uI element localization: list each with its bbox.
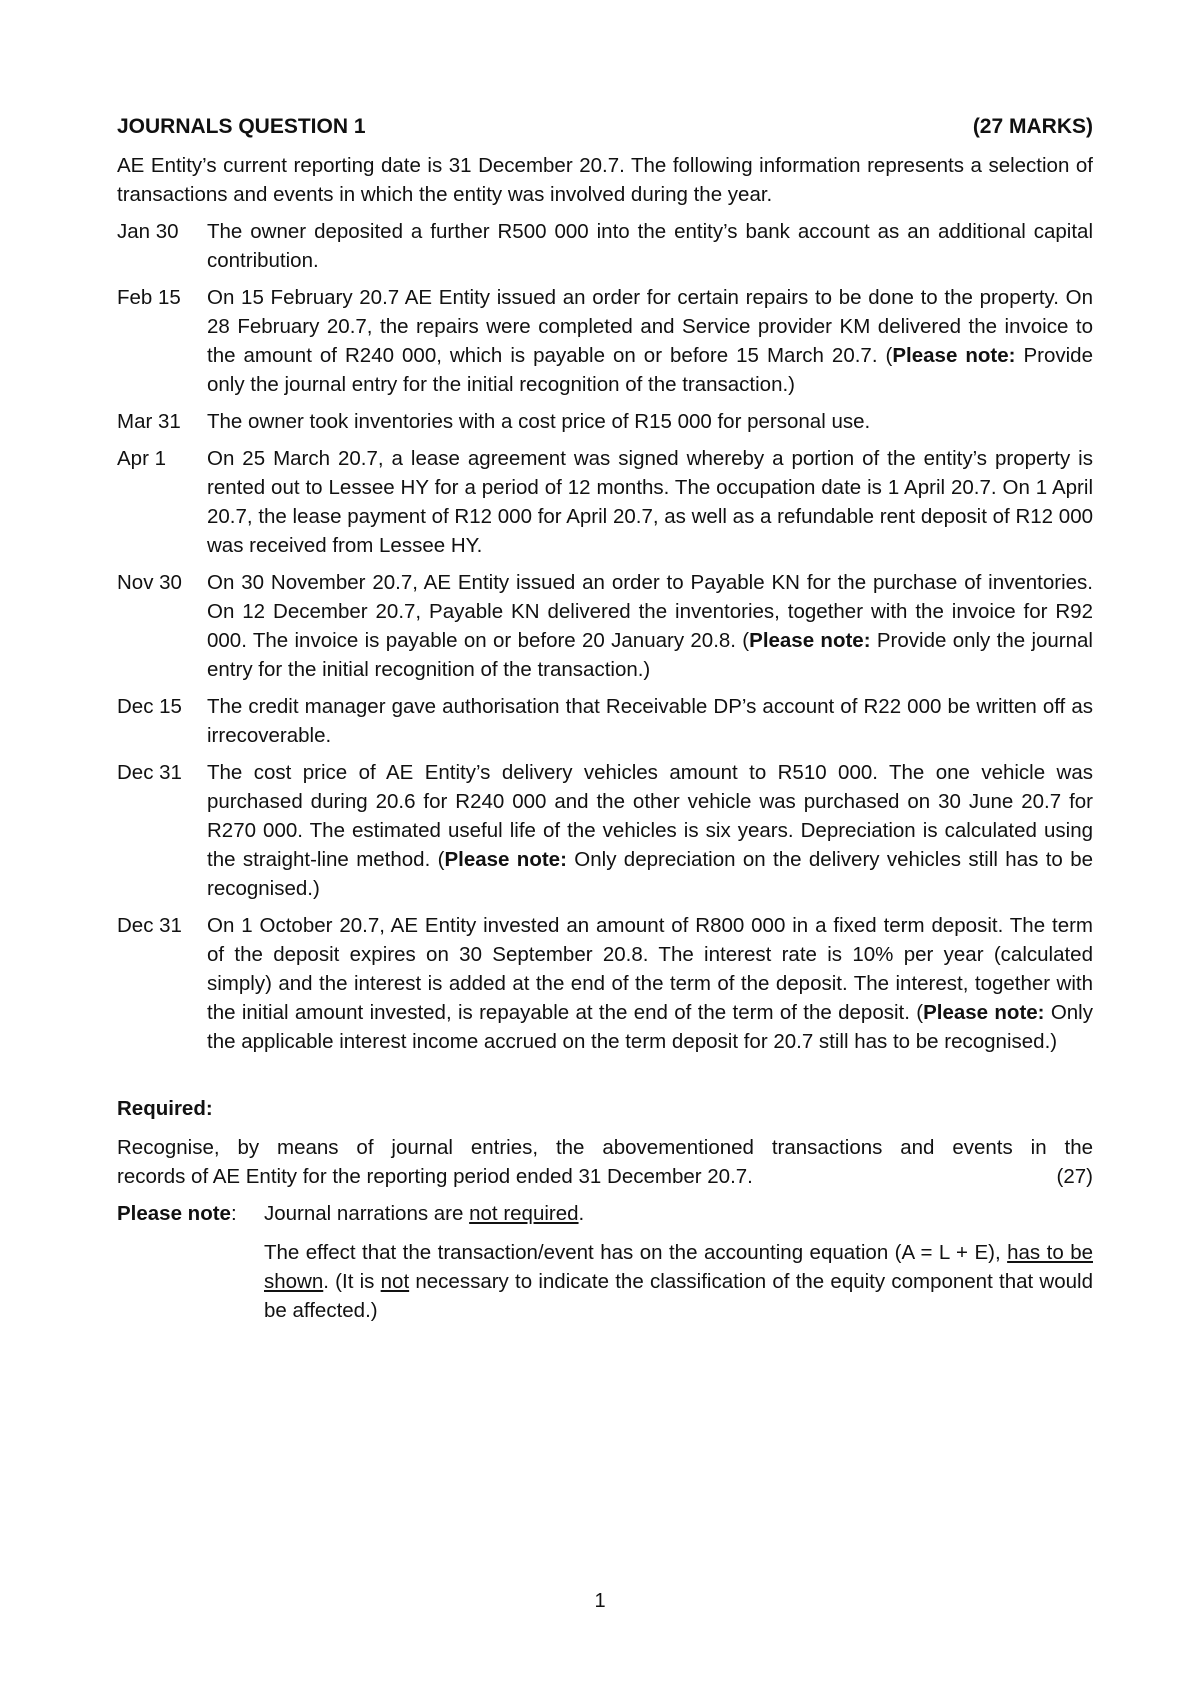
entry-date: Apr 1 [117,447,166,470]
please-note-label [117,1199,264,1228]
intro-paragraph: AE Entity’s current reporting date is 31 December 20.7. The following information represents a selection of transactions and events in which the entity was involved during the year. [117,154,1093,206]
entry-body: On 15 February 20.7 AE Entity issued an order for certain repairs to be done to the property. On 28 February 20.7, the repairs were completed and Service provider KM delivered the invoice to the amount of R240 000, which is payable on or before 15 March 20.7. ( [207,286,1093,367]
entry-note-text: Provide only the journal entry for the initial recognition of the transaction.) [207,344,1093,396]
entry-note-label: Please note: [923,1001,1045,1024]
entry-note-label: Please note: [892,344,1016,367]
entry-text [207,911,1093,1056]
transaction-entry [117,758,1093,903]
required-line-2-text: records of AE Entity for the reporting period ended 31 December 20.7. [117,1165,753,1188]
required-heading: Required: [117,1097,213,1120]
entry-body: The cost price of AE Entity’s delivery vehicles amount to R510 000. The one vehicle was purchased during 20.6 for R240 000 and the other vehicle was purchased on 30 June 20.7 for R270 000. The estimated useful life of the vehicles is six years. Depreciation is calculated using the straight-line method. ( [207,761,1093,871]
transaction-entry [117,407,1093,436]
question-title: JOURNALS QUESTION 1 [117,115,366,138]
please-note-line-1 [264,1199,584,1228]
please-note-paragraph-2 [264,1238,1093,1325]
entry-text [207,283,1093,399]
entry-text: The owner took inventories with a cost price of R15 000 for personal use. [207,410,871,433]
note-text: . [578,1202,585,1225]
section-spacer [117,1064,1093,1094]
transaction-entry [117,283,1093,399]
entry-note-label: Please note: [444,848,567,871]
note-underlined-text: has to be shown [264,1241,1093,1293]
entry-text: On 25 March 20.7, a lease agreement was signed whereby a portion of the entity’s property is rented out to Lessee HY for a period of 12 months. The occupation date is 1 April 20.7. On 1 April 20.7, the lease payment of R12 000 for April 20.7, as well as a refundable rent deposit of R12 000 was received from Lessee HY. [207,447,1093,557]
transaction-entry [117,692,1093,750]
transaction-entry [117,217,1093,275]
entry-date: Dec 31 [117,761,182,784]
transaction-entry [117,911,1093,1056]
entry-note-text: Only the applicable interest income accrued on the term deposit for 20.7 still has to be recognised.) [207,1001,1093,1053]
entry-text: The credit manager gave authorisation that Receivable DP’s account of R22 000 be written off as irrecoverable. [207,695,1093,747]
note-underlined-text: not [380,1270,410,1293]
entry-text [207,758,1093,903]
entry-note-text: Only depreciation on the delivery vehicles still has to be recognised.) [207,848,1093,900]
document-page [117,112,1093,1325]
entry-body: On 30 November 20.7, AE Entity issued an order to Payable KN for the purchase of inventories. On 12 December 20.7, Payable KN delivered the inventories, together with the invoice for R92 000. The invoice is payable on or before 20 January 20.8. ( [207,571,1093,652]
please-note-label-text: Please note [117,1202,231,1225]
entry-note-text: Provide only the journal entry for the initial recognition of the transaction.) [207,629,1093,681]
note-text: . (It is [323,1270,381,1293]
entry-text [207,568,1093,684]
entry-body: On 1 October 20.7, AE Entity invested an amount of R800 000 in a fixed term deposit. The term of the deposit expires on 30 September 20.8. The interest rate is 10% per year (calculated simply) and the interest is added at the end of the term of the deposit. The interest, together with the initial amount invested, is repayable at the end of the term of the deposit. ( [207,914,1093,1024]
note-text: The effect that the transaction/event has on the accounting equation (A = L + E), [264,1241,1008,1264]
question-marks: (27 MARKS) [972,115,1093,138]
please-note-row [117,1199,1093,1228]
entry-date: Feb 15 [117,286,181,309]
note-text: Journal narrations are [264,1202,470,1225]
please-note-colon: : [230,1202,237,1225]
entry-text: The owner deposited a further R500 000 into the entity’s bank account as an additional capital contribution. [207,220,1093,272]
entry-note-label: Please note: [749,629,871,652]
required-line-1: Recognise, by means of journal entries, the abovementioned transactions and events in the [117,1136,1093,1159]
transaction-entry [117,568,1093,684]
note-underlined-text: not required [469,1202,579,1225]
entry-date: Jan 30 [117,220,179,243]
entry-date: Nov 30 [117,571,182,594]
entry-date: Dec 31 [117,914,182,937]
question-heading [117,112,1093,141]
transaction-entry [117,444,1093,560]
note-text: necessary to indicate the classification of the equity component that would be affected.) [264,1270,1093,1322]
entry-date: Dec 15 [117,695,182,718]
page-number: 1 [594,1590,606,1612]
required-line-2 [117,1162,1093,1191]
entry-date: Mar 31 [117,410,181,433]
required-marks: (27) [1056,1165,1093,1188]
